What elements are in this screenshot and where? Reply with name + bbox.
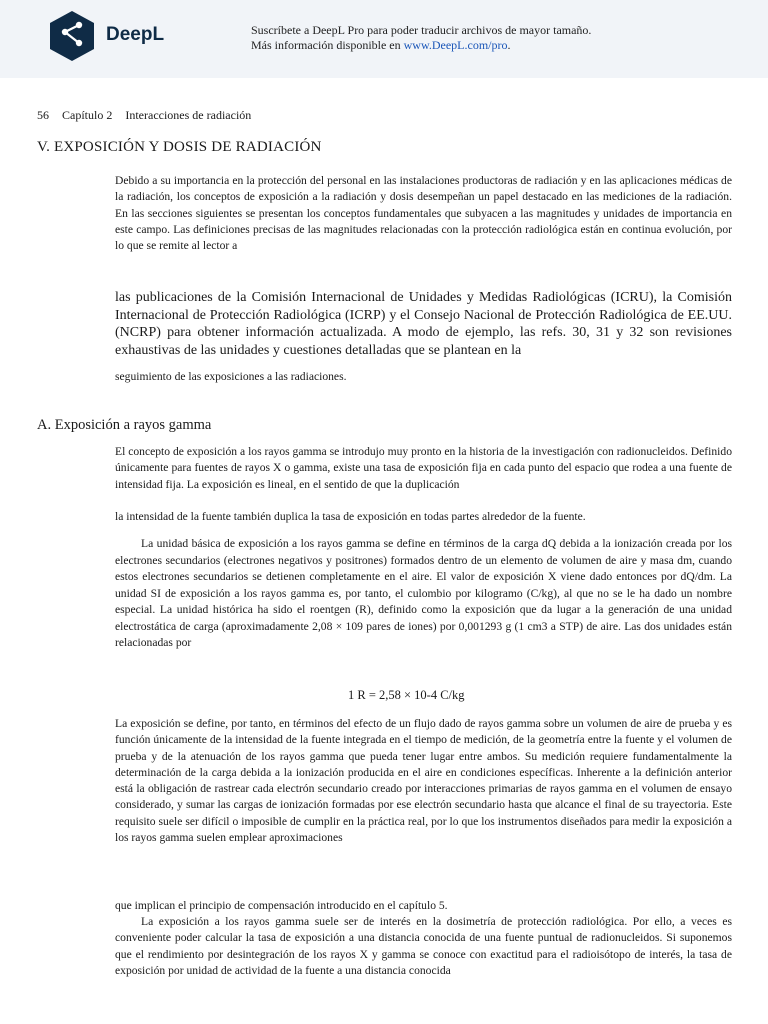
intro-block-3 — [115, 369, 732, 385]
page-number: 56 — [37, 108, 49, 122]
deepl-logo-icon — [48, 10, 96, 62]
deepl-banner — [0, 0, 768, 78]
subsection-heading: A. Exposición a rayos gamma — [37, 417, 212, 433]
pro-promo — [251, 23, 591, 53]
a-paragraph-3: La unidad básica de exposición a los rayos gamma se define en términos de la carga dQ debida a la ionización creada por los electrones secundarios (electrones negativos y positrones) formados dentro de un elemento de volumen de aire y masa dm, cuando estos electrones secundarios se detienen completamente en el aire. El valor de exposición X viene dado entonces por dQ/dm. La unidad SI de exposición a los rayos gamma es, por tanto, el culombio por kilogramo (C/kg), al que no se le ha dado un nombre especial. La unidad histórica ha sido el roentgen (R), definido como la exposición que da lugar a la generación de una unidad electrostática de carga (aproximadamente 2,08 × 109 pares de iones) por 0,001293 g (1 cm3 a STP) de aire. Las dos unidades están relacionadas por — [115, 537, 732, 649]
intro-block — [115, 173, 732, 254]
intro-paragraph-2: las publicaciones de la Comisión Internacional de Unidades y Medidas Radiológicas (ICRU), la Comisión Internacional de Protección Radiológica (ICRP) y el Consejo Nacional de Protección Radiológica de EE.UU. (NCRP) para obtener información actualizada. A modo de ejemplo, las refs. 30, 31 y 32 son revisiones exhaustivas de las unidades y cuestiones detalladas que se plantean en la — [115, 290, 732, 358]
unit-conversion-formula: 1 R = 2,58 × 10-4 C/kg — [348, 688, 465, 702]
a-paragraph-4: La exposición se define, por tanto, en términos del efecto de un flujo dado de rayos gamma sobre un volumen de aire de prueba y es función únicamente de la intensidad de la fuente integrada en el tiempo de medición, de la geometría entre la fuente y el volumen de prueba y de la atenuación de los rayos gamma que pueda tener lugar entre ambos. Su medición requiere fundamentalmente la determinación de la carga debida a la ionización producida en el aire en condiciones específicas. Inherente a la definición anterior está la obligación de rastrear cada electrón secundario creado por interacciones primarias de rayos gamma en el volumen de ensayo considerado, y sumar las cargas de ionización formadas por ese electrón secundario hasta que alcance el final de su trayectoria. Este requisito suele ser difícil o imposible de cumplir en la práctica real, por lo que los instrumentos diseñados para medir la exposición a los rayos gamma suelen emplear aproximaciones — [115, 717, 732, 845]
deepl-pro-link[interactable]: www.DeepL.com/pro — [403, 38, 508, 52]
intro-block-2 — [115, 289, 732, 359]
intro-paragraph-1: Debido a su importancia en la protección del personal en las instalaciones productoras de radiación y en las aplicaciones médicas de la radiación, los conceptos de exposición a la radiación y dosis desempeñan un papel destacado en las mediciones de la radiación. En las secciones siguientes se presentan los conceptos fundamentales que subyacen a las magnitudes y unidades de importancia en este campo. Las definiciones precisas de las magnitudes relacionadas con la protección radiológica están en continua evolución, por lo que se remite al lector a — [115, 174, 732, 253]
subsection-a-block-1 — [115, 444, 732, 493]
subsection-a-block-2 — [115, 509, 732, 525]
promo-line-2: Más información disponible en www.DeepL.com/pro. — [251, 38, 511, 52]
section-heading: V. EXPOSICIÓN Y DOSIS DE RADIACIÓN — [37, 139, 322, 155]
a-paragraph-5: que implican el principio de compensación introducido en el capítulo 5. — [115, 899, 448, 912]
subsection-a-block-5 — [115, 898, 732, 914]
intro-paragraph-3: seguimiento de las exposiciones a las radiaciones. — [115, 370, 347, 383]
subsection-a-block-6 — [115, 914, 732, 979]
running-header — [37, 108, 261, 123]
brand-name: DeepL — [106, 24, 165, 45]
a-paragraph-6: La exposición a los rayos gamma suele ser de interés en la dosimetría de protección radiológica. Por ello, a veces es conveniente poder calcular la tasa de exposición a una distancia conocida de una fuente puntual de radionucleidos. Si suponemos que el rendimiento por desintegración de los rayos X y gamma se conoce con exactitud para el radioisótopo de interés, la tasa de exposición por unidad de actividad de la fuente a una distancia conocida — [115, 915, 732, 977]
chapter-label: Capítulo 2 — [62, 108, 113, 122]
chapter-title: Interacciones de radiación — [125, 108, 252, 122]
a-paragraph-1: El concepto de exposición a los rayos gamma se introdujo muy pronto en la historia de la investigación con radionucleidos. Definido únicamente para fuentes de rayos X o gamma, existe una tasa de exposición fija en cada punto del espacio que rodea a una fuente de intensidad fija. La exposición es lineal, en el sentido de que la duplicación — [115, 445, 732, 491]
a-paragraph-2: la intensidad de la fuente también duplica la tasa de exposición en todas partes alrededor de la fuente. — [115, 510, 586, 523]
subsection-a-block-4 — [115, 716, 732, 846]
promo-line-1: Suscríbete a DeepL Pro para poder traducir archivos de mayor tamaño. — [251, 23, 592, 37]
subsection-a-block-3 — [115, 536, 732, 652]
